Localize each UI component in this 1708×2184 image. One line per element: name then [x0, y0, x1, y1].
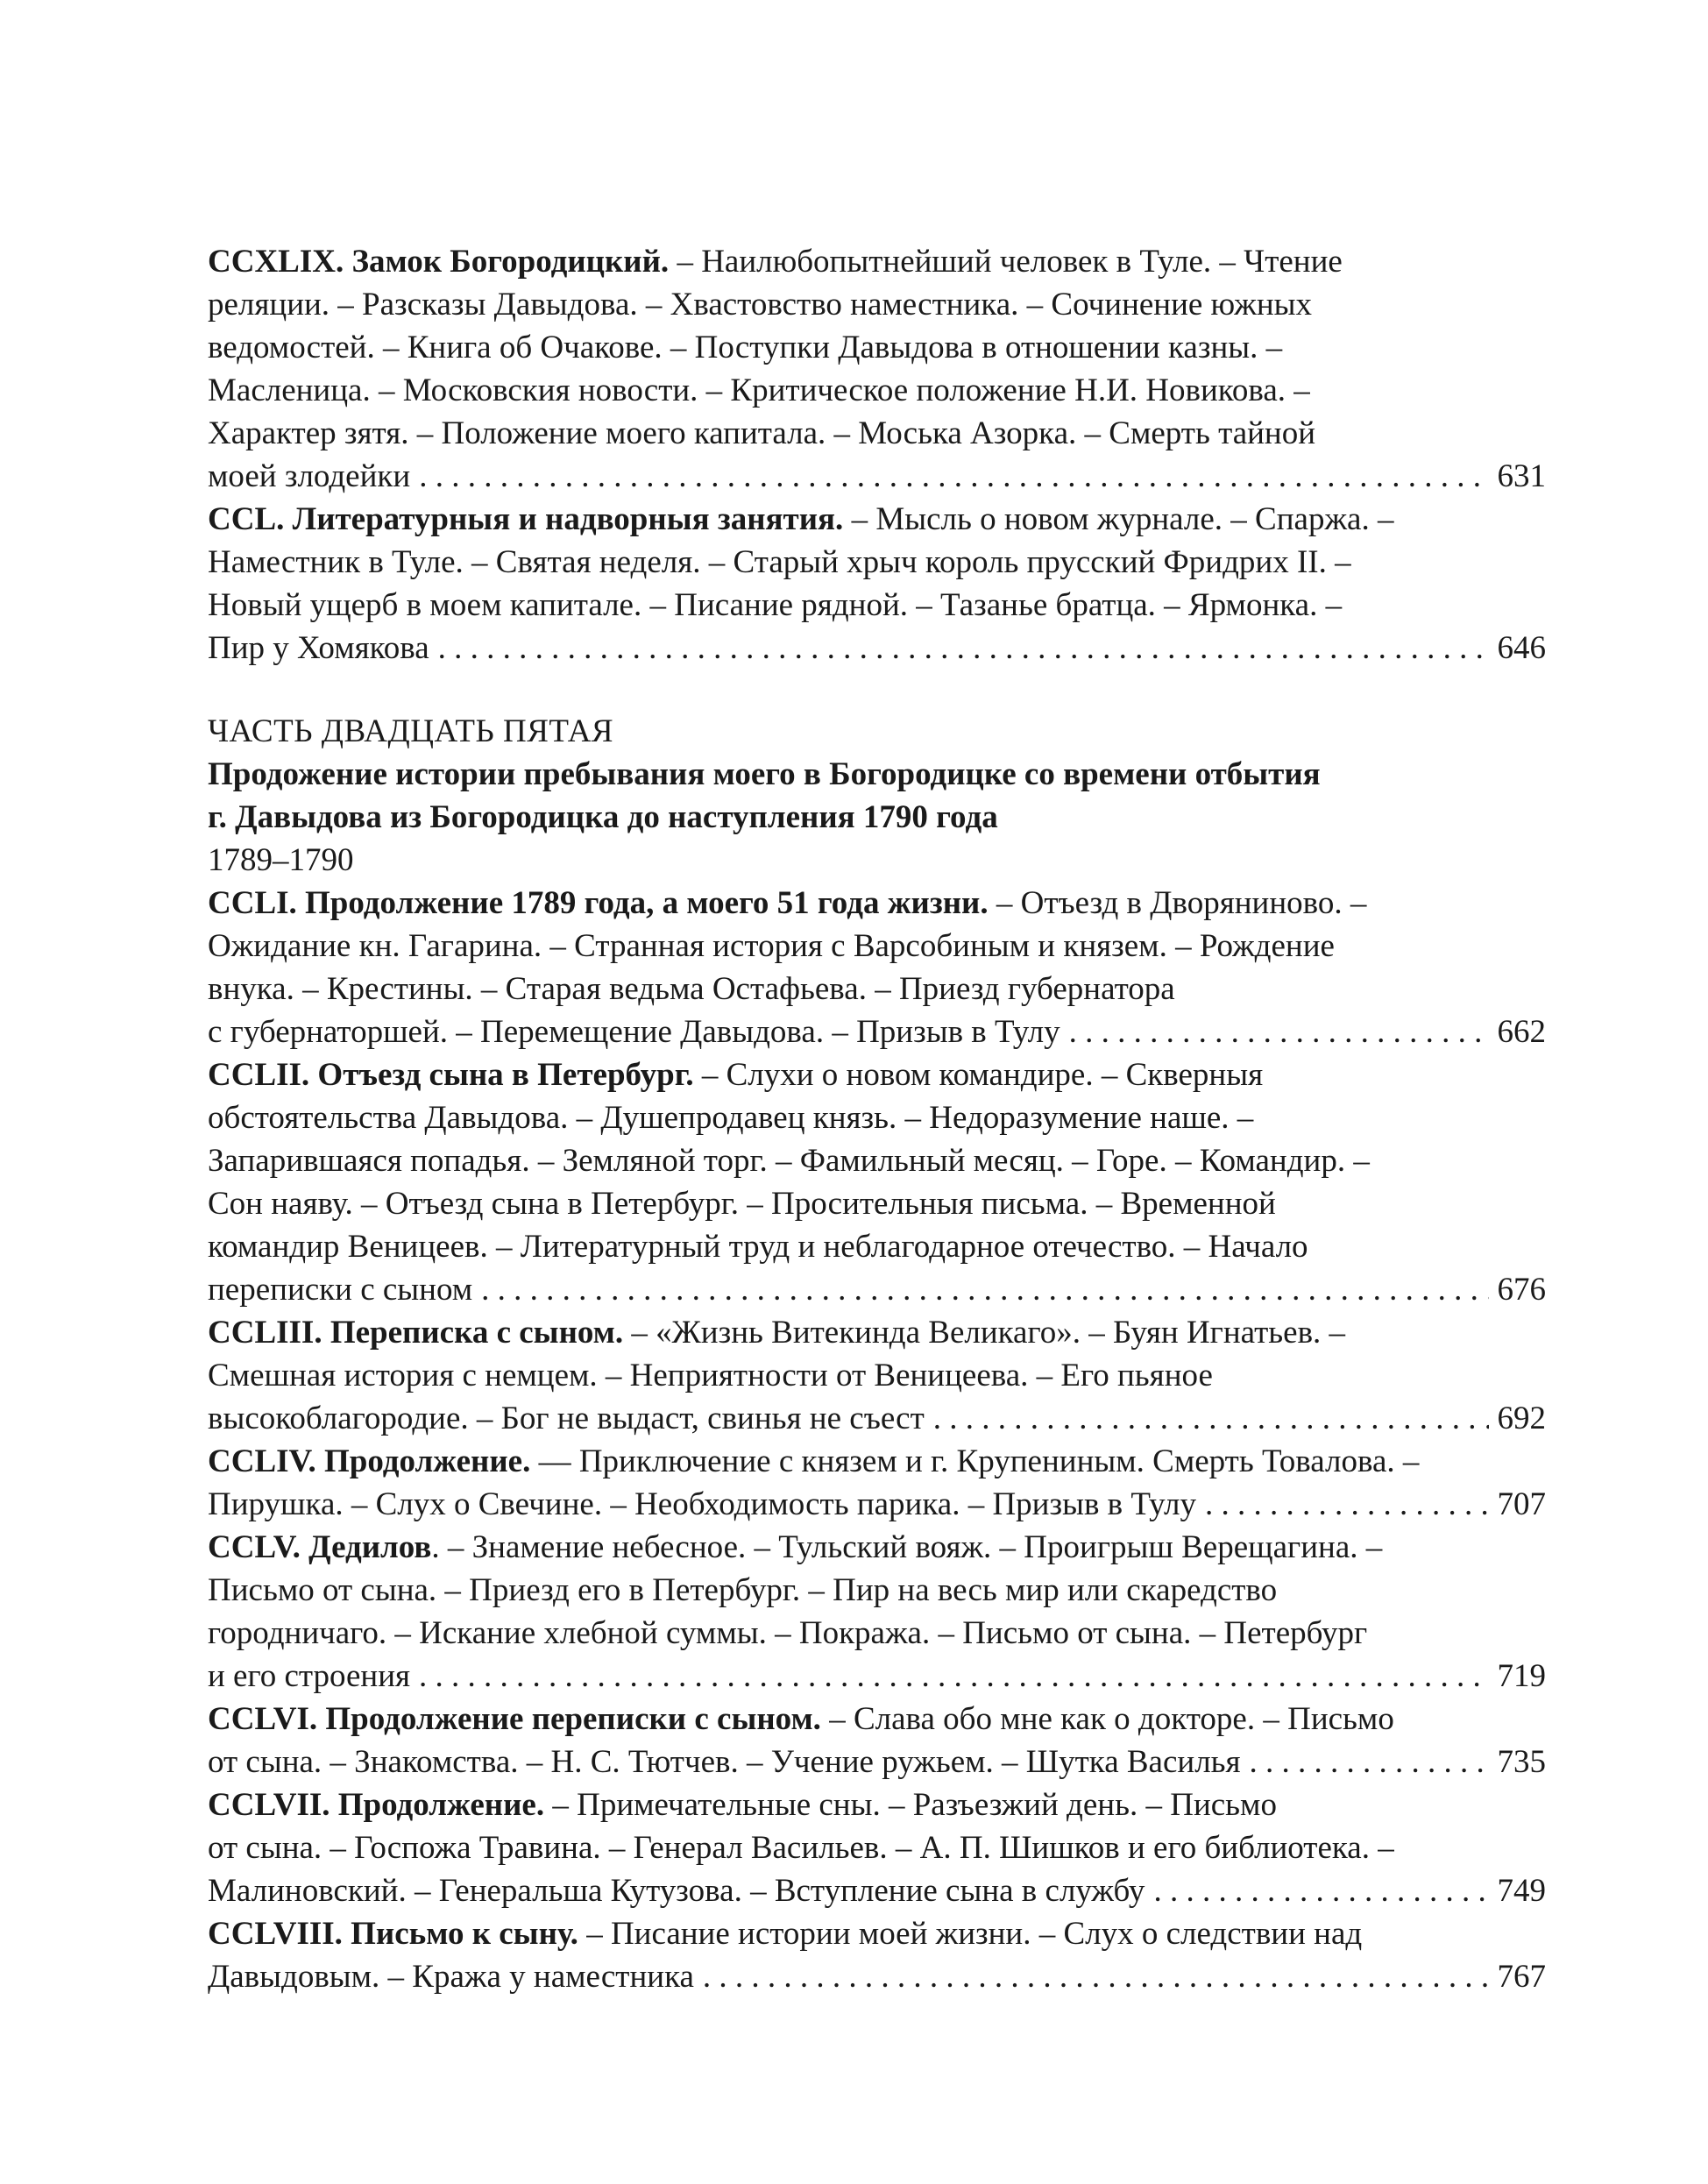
chapter-summary: – Примечательные сны. – Разъезжий день. – Письмо: [544, 1787, 1277, 1823]
chapter-summary: реляции. – Разсказы Давыдова. – Хвастовство наместника. – Сочинение южных: [208, 287, 1313, 323]
chapter-summary: внука. – Крестины. – Старая ведьма Остафьева. – Приезд губернатора: [208, 971, 1175, 1007]
part-years: 1789–1790: [208, 842, 354, 878]
page-number: 662: [1497, 1014, 1546, 1050]
toc-entry: [208, 1698, 1546, 1783]
toc-line: [208, 541, 1546, 584]
dot-leader: [1205, 1483, 1489, 1526]
toc-line: [208, 882, 1546, 925]
toc-line: [208, 1182, 1546, 1225]
toc-line: [208, 412, 1546, 455]
toc-line: [208, 1526, 1546, 1569]
toc-line: [208, 1311, 1546, 1354]
chapter-heading: CCLIV. Продолжение.: [208, 1443, 531, 1479]
dot-leader: [933, 1397, 1489, 1440]
chapter-summary: – «Жизнь Витекинда Великаго». – Буян Игнатьев. –: [623, 1315, 1346, 1351]
toc-entry: [208, 1053, 1546, 1311]
chapter-summary: Пирушка. – Слух о Свечине. – Необходимость парика. – Призыв в Тулу: [208, 1486, 1196, 1522]
toc-entry: [208, 882, 1546, 1053]
toc-line: [208, 968, 1546, 1010]
chapter-heading: CCLVIII. Письмо к сыну.: [208, 1916, 578, 1952]
chapter-heading: CCLV. Дедилов: [208, 1529, 432, 1565]
toc-line: [208, 1783, 1546, 1826]
chapter-summary: Характер зятя. – Положение моего капитала. – Моська Азорка. – Смерть тайной: [208, 415, 1316, 451]
page-number: 735: [1497, 1744, 1546, 1780]
chapter-summary: обстоятельства Давыдова. – Душепродавец князь. – Недоразумение наше. –: [208, 1100, 1254, 1136]
chapter-summary: Новый ущерб в моем капитале. – Писание рядной. – Тазанье братца. – Ярмонка. –: [208, 587, 1343, 623]
chapter-summary: командир Веницеев. – Литературный труд и неблагодарное отечество. – Начало: [208, 1229, 1308, 1265]
part-subtitle: Продожение истории пребывания моего в Богородицке со времени отбытия: [208, 756, 1321, 792]
chapter-summary: — Приключение с князем и г. Крупениным. Смерть Товалова. –: [530, 1443, 1420, 1479]
toc-entry: [208, 1440, 1546, 1526]
part-title: ЧАСТЬ ДВАДЦАТЬ ПЯТАЯ: [208, 713, 614, 749]
toc-line: [208, 1698, 1546, 1741]
chapter-summary: городничаго. – Искание хлебной суммы. – Покража. – Письмо от сына. – Петербург: [208, 1615, 1368, 1651]
toc-entry: [208, 498, 1546, 670]
chapter-heading: CCLVII. Продолжение.: [208, 1787, 545, 1823]
page-number: 646: [1497, 630, 1546, 666]
table-of-contents: [208, 240, 1546, 1998]
toc-line: [208, 1955, 1546, 1998]
page-number: 707: [1497, 1486, 1546, 1522]
toc-line: [208, 1268, 1546, 1311]
chapter-summary: от сына. – Госпожа Травина. – Генерал Васильев. – А. П. Шишков и его библиотека. –: [208, 1830, 1394, 1866]
chapter-summary: Смешная история с немцем. – Неприятности от Веницеева. – Его пьяное: [208, 1358, 1213, 1393]
toc-entry: [208, 240, 1546, 498]
chapter-summary: высокоблагородие. – Бог не выдаст, свинья не съест: [208, 1400, 925, 1436]
dot-leader: [419, 1655, 1488, 1698]
dot-leader: [419, 455, 1488, 498]
dot-leader: [1069, 1010, 1489, 1053]
page-number: 767: [1497, 1959, 1546, 1995]
chapter-heading: CCLIII. Переписка с сыном.: [208, 1315, 624, 1351]
toc-line: [208, 1826, 1546, 1869]
toc-line: [208, 584, 1546, 627]
chapter-summary: Письмо от сына. – Приезд его в Петербург. – Пир на весь мир или скаредство: [208, 1572, 1278, 1608]
chapter-summary: от сына. – Знакомства. – Н. С. Тютчев. – Учение ружьем. – Шутка Василья: [208, 1744, 1241, 1780]
page-number: 676: [1497, 1272, 1546, 1308]
toc-line: [208, 1440, 1546, 1483]
part-header: [208, 710, 1546, 882]
chapter-summary: – Слухи о новом командире. – Скверныя: [693, 1057, 1264, 1093]
chapter-summary: – Отъезд в Дворяниново. –: [988, 885, 1367, 921]
toc-line: [208, 1612, 1546, 1655]
chapter-summary: Ожидание кн. Гагарина. – Странная история с Варсобиным и князем. – Рождение: [208, 928, 1335, 964]
toc-line: [208, 1225, 1546, 1268]
dot-leader: [703, 1955, 1489, 1998]
chapter-summary: – Писание истории моей жизни. – Слух о следствии над: [578, 1916, 1363, 1952]
chapter-heading: CCLI. Продолжение 1789 года, а моего 51 года жизни.: [208, 885, 989, 921]
toc-entry: [208, 1912, 1546, 1998]
dot-leader: [438, 627, 1489, 670]
page-number: 719: [1497, 1658, 1546, 1694]
toc-line: [208, 1912, 1546, 1955]
chapter-summary: – Слава обо мне как о докторе. – Письмо: [820, 1701, 1394, 1737]
chapter-heading: CCL. Литературныя и надворныя занятия.: [208, 501, 844, 537]
chapter-summary: Сон наяву. – Отъезд сына в Петербург. – Просительныя письма. – Временной: [208, 1186, 1276, 1222]
chapter-summary: переписки с сыном: [208, 1272, 473, 1308]
page-number: 692: [1497, 1400, 1546, 1436]
chapter-heading: CCLVI. Продолжение переписки с сыном.: [208, 1701, 821, 1737]
chapter-summary: – Мысль о новом журнале. – Спаржа. –: [843, 501, 1394, 537]
chapter-summary: моей злодейки: [208, 458, 411, 494]
toc-entry: [208, 1783, 1546, 1912]
page-number: 749: [1497, 1873, 1546, 1909]
chapter-summary: . – Знамение небесное. – Тульский вояж. – Проигрыш Верещагина. –: [431, 1529, 1383, 1565]
toc-line: [208, 925, 1546, 968]
toc-line: [208, 455, 1546, 498]
toc-line: [208, 498, 1546, 541]
chapter-summary: Давыдовым. – Кража у наместника: [208, 1959, 694, 1995]
chapter-summary: Пир у Хомякова: [208, 630, 429, 666]
dot-leader: [481, 1268, 1488, 1311]
chapter-summary: Наместник в Туле. – Святая неделя. – Старый хрыч король прусский Фридрих II. –: [208, 544, 1351, 580]
toc-line: [208, 1869, 1546, 1912]
toc-line: [208, 1053, 1546, 1096]
chapter-summary: ведомостей. – Книга об Очакове. – Поступки Давыдова в отношении казны. –: [208, 330, 1283, 365]
chapter-heading: CCLII. Отъезд сына в Петербург.: [208, 1057, 694, 1093]
chapter-summary: и его строения: [208, 1658, 411, 1694]
toc-line: [208, 1569, 1546, 1612]
toc-line: [208, 1397, 1546, 1440]
toc-line: [208, 1483, 1546, 1526]
toc-line: [208, 1139, 1546, 1182]
toc-line: [208, 1096, 1546, 1139]
toc-line: [208, 326, 1546, 369]
dot-leader: [1250, 1741, 1489, 1783]
chapter-summary: с губернаторшей. – Перемещение Давыдова. – Призыв в Тулу: [208, 1014, 1060, 1050]
toc-line: [208, 1354, 1546, 1397]
toc-line: [208, 369, 1546, 412]
section-spacer: [208, 670, 1546, 710]
chapter-summary: Масленица. – Московския новости. – Критическое положение Н.И. Новикова. –: [208, 372, 1310, 408]
toc-line: [208, 1741, 1546, 1783]
toc-line: [208, 1655, 1546, 1698]
toc-line: [208, 1010, 1546, 1053]
page-number: 631: [1497, 458, 1546, 494]
toc-line: [208, 283, 1546, 326]
toc-entry: [208, 1311, 1546, 1440]
part-subtitle: г. Давыдова из Богородицка до наступления 1790 года: [208, 799, 998, 835]
dot-leader: [1153, 1869, 1488, 1912]
chapter-summary: Запарившаяся попадья. – Земляной торг. – Фамильный месяц. – Горе. – Командир. –: [208, 1143, 1370, 1179]
toc-line: [208, 627, 1546, 670]
chapter-summary: – Наилюбопытнейший человек в Туле. – Чтение: [669, 244, 1343, 280]
toc-line: [208, 240, 1546, 283]
chapter-summary: Малиновский. – Генеральша Кутузова. – Вступление сына в службу: [208, 1873, 1145, 1909]
toc-entry: [208, 1526, 1546, 1698]
chapter-heading: CCXLIX. Замок Богородицкий.: [208, 244, 670, 280]
